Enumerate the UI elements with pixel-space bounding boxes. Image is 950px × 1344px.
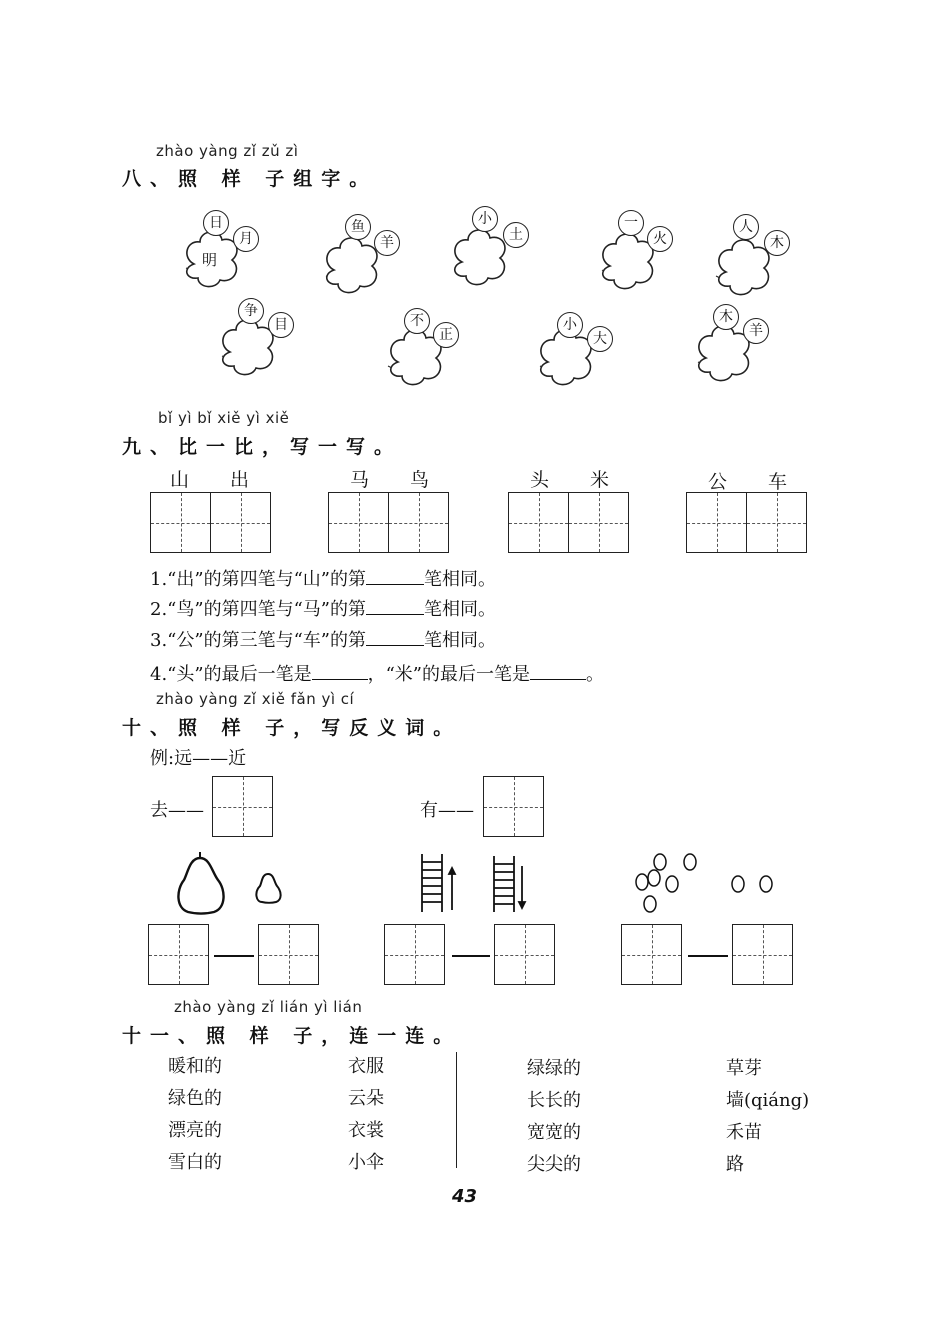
- question-1-blank[interactable]: [366, 584, 424, 585]
- flower-7-petal-b: 正: [433, 322, 459, 348]
- left-b-1[interactable]: 衣服: [348, 1056, 384, 1077]
- question-4: [150, 660, 604, 686]
- flower-2-petal-b: 羊: [374, 230, 400, 256]
- question-1: [150, 565, 496, 591]
- writing-grid-pair-1[interactable]: [150, 492, 271, 553]
- antonym-grid-you[interactable]: [483, 776, 544, 837]
- connector-line: [688, 955, 728, 957]
- antonym-grid-big[interactable]: [148, 924, 209, 985]
- section9-title: 九、比一比，写一写。: [122, 436, 403, 458]
- long-ladder-icon: [422, 854, 455, 912]
- left-b-4[interactable]: 小伞: [348, 1152, 384, 1173]
- flower-8: [540, 330, 591, 385]
- antonym-pictures: [150, 850, 810, 920]
- few-strawberries-icon: [732, 876, 772, 892]
- page-number: 43: [452, 1186, 478, 1207]
- short-ladder-icon: [494, 856, 525, 912]
- question-4-text: 4.“头”的最后一笔是: [150, 664, 312, 685]
- right-b-4[interactable]: 路: [726, 1154, 744, 1175]
- section11-pinyin: zhào yàng zǐ lián yì lián: [174, 998, 363, 1016]
- pair-2-left: 马: [350, 469, 370, 491]
- antonym-grid-short[interactable]: [494, 924, 555, 985]
- pair-1-right: 出: [230, 469, 250, 491]
- question-1-text: 1.“出”的第四笔与“山”的第: [150, 569, 366, 590]
- antonym-grid-small[interactable]: [258, 924, 319, 985]
- question-2-text: 2.“鸟”的第四笔与“马”的第: [150, 599, 366, 620]
- flower-4-petal-a: 一: [618, 210, 644, 236]
- left-a-1[interactable]: 暖和的: [168, 1056, 222, 1077]
- right-a-4[interactable]: 尖尖的: [527, 1154, 581, 1175]
- question-2-blank[interactable]: [366, 614, 424, 615]
- left-a-2[interactable]: 绿色的: [168, 1088, 222, 1109]
- flower-2: [326, 238, 377, 293]
- prompt-you: 有——: [420, 800, 474, 821]
- column-divider: [456, 1052, 457, 1168]
- flower-5: [716, 240, 769, 295]
- question-3-text: 3.“公”的第三笔与“车”的第: [150, 630, 366, 651]
- flower-6: [222, 320, 273, 375]
- section10-title: 十、照 样 子，写反义词。: [122, 717, 462, 739]
- question-4-end: 。: [585, 664, 604, 685]
- antonym-grid-few[interactable]: [732, 924, 793, 985]
- big-pear-icon: [178, 858, 223, 914]
- many-strawberries-icon: [636, 854, 696, 912]
- flower-7-petal-a: 不: [404, 308, 430, 334]
- question-2: [150, 595, 496, 621]
- section8-pinyin: zhào yàng zǐ zǔ zì: [156, 142, 299, 160]
- flower-6-petal-b: 目: [268, 312, 294, 338]
- section11-title: 十一、照 样 子，连一连。: [122, 1025, 462, 1047]
- flower-3-petal-b: 土: [503, 222, 529, 248]
- flower-9-petal-b: 羊: [743, 318, 769, 344]
- question-3-blank[interactable]: [366, 645, 424, 646]
- flower-1-petal-b: 月: [233, 226, 259, 252]
- prompt-qu: 去——: [150, 800, 204, 821]
- question-4-blank-2[interactable]: [530, 679, 586, 680]
- flower-8-petal-a: 小: [557, 312, 583, 338]
- flower-2-petal-a: 鱼: [345, 214, 371, 240]
- pair-3-left: 头: [530, 469, 550, 491]
- writing-grid-pair-2[interactable]: [328, 492, 449, 553]
- pair-3-right: 米: [590, 469, 610, 491]
- flower-1-answer: 明: [202, 251, 218, 269]
- left-b-3[interactable]: 衣裳: [348, 1120, 384, 1141]
- pair-2-right: 鸟: [410, 469, 430, 491]
- right-b-3[interactable]: 禾苗: [726, 1122, 762, 1143]
- section10-pinyin: zhào yàng zǐ xiě fǎn yì cí: [156, 690, 355, 708]
- right-b-2[interactable]: 墙(qiáng): [726, 1090, 810, 1111]
- antonym-grid-many[interactable]: [621, 924, 682, 985]
- connector-line: [214, 955, 254, 957]
- question-3-end: 笔相同。: [423, 630, 496, 651]
- writing-grid-pair-3[interactable]: [508, 492, 629, 553]
- question-1-end: 笔相同。: [423, 569, 496, 590]
- question-2-end: 笔相同。: [423, 599, 496, 620]
- example-antonym: 例:远——近: [150, 748, 247, 769]
- flower-6-petal-a: 争: [238, 298, 264, 324]
- flower-1-petal-a: 日: [203, 210, 229, 236]
- left-b-2[interactable]: 云朵: [348, 1088, 384, 1109]
- question-4-blank-1[interactable]: [312, 679, 368, 680]
- right-a-3[interactable]: 宽宽的: [527, 1122, 581, 1143]
- flower-4: [602, 234, 653, 289]
- connector-line: [452, 955, 490, 957]
- antonym-grid-qu[interactable]: [212, 776, 273, 837]
- small-pear-icon: [256, 874, 280, 903]
- right-a-1[interactable]: 绿绿的: [527, 1058, 581, 1079]
- left-a-4[interactable]: 雪白的: [168, 1152, 222, 1173]
- section8-title: 八、照 样 子组字。: [122, 168, 378, 190]
- flower-8-petal-b: 大: [587, 326, 613, 352]
- right-a-2[interactable]: 长长的: [527, 1090, 581, 1111]
- question-3: [150, 626, 496, 652]
- antonym-grid-long[interactable]: [384, 924, 445, 985]
- flower-3: [455, 230, 505, 285]
- section9-pinyin: bǐ yì bǐ xiě yì xiě: [158, 409, 290, 427]
- pair-4-right: 车: [768, 471, 788, 493]
- flower-5-petal-b: 木: [764, 230, 790, 256]
- flower-9: [698, 326, 749, 381]
- pair-1-left: 山: [170, 469, 190, 491]
- left-a-3[interactable]: 漂亮的: [168, 1120, 222, 1141]
- flower-9-petal-a: 木: [713, 304, 739, 330]
- question-4-mid: ，“米”的最后一笔是: [367, 664, 530, 685]
- pair-4-left: 公: [708, 471, 728, 493]
- flower-5-petal-a: 人: [733, 214, 759, 240]
- flower-4-petal-b: 火: [647, 226, 673, 252]
- writing-grid-pair-4[interactable]: [686, 492, 807, 553]
- right-b-1[interactable]: 草芽: [726, 1058, 762, 1079]
- flower-3-petal-a: 小: [472, 206, 498, 232]
